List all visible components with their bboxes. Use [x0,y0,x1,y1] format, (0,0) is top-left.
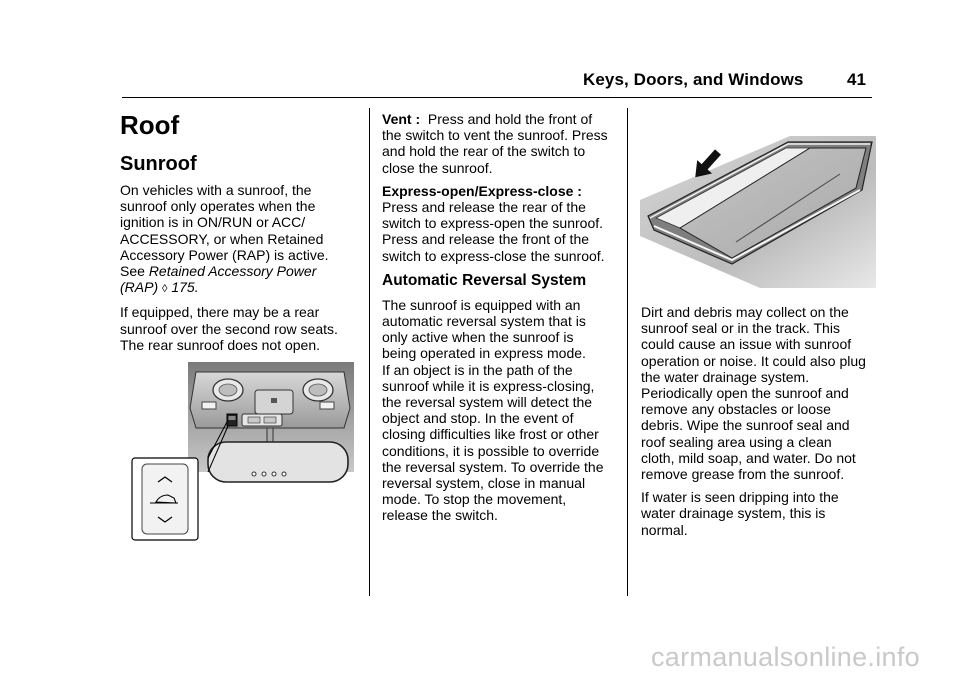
sunroof-seal-illustration [640,130,876,288]
debris-paragraph: Dirt and debris may collect on the sunroof seal or in the track. This could cause an issue with sunroof operation or noise. It could also plug the water drainage system. Periodically open the sunroof and remove any obstacles or loose debris. Wipe the sunroof seal and roof sealing area using a clean cloth, mild soap, and water. Do not remove grease from the sunroof. [641,304,866,483]
section-title-automatic-reversal: Automatic Reversal System [382,271,587,289]
rear-sunroof-paragraph: If equipped, there may be a rear sunroof over the second row seats. The rear sunroof does not open. [120,304,338,353]
column-1 [120,110,360,360]
column-3 [641,304,881,545]
section-title-roof: Roof [120,110,180,140]
watermark: carmanualsonline.info [651,642,920,672]
vent-label: Vent : [382,111,421,127]
sunroof-intro-paragraph: On vehicles with a sunroof, the sunroof only operates when the ignition is in ON/RUN or ACC/ ACCESSORY, or when Retained Accessory Power (RAP) is active. See Retained Accessory Power (RAP) ◊ 175. [120,182,329,296]
header-rule [122,97,872,98]
header-title: Keys, Doors, and Windows [583,70,804,89]
rap-cross-reference[interactable]: Retained Accessory Power [148,263,317,280]
page-ref-icon: ◊ [162,283,168,296]
column-divider-1 [369,108,370,596]
column-divider-2 [627,108,628,596]
section-title-sunroof: Sunroof [120,153,197,175]
dripping-paragraph: If water is seen dripping into the water drainage system, this is normal. [641,489,839,538]
reversal-paragraph: The sunroof is equipped with an automatic reversal system that is only active when the sunroof is being operated in express mode. If an object is in the path of the sunroof while it is express-closing, the reversal system will detect the object and stop. In the event of closing difficulties like frost or other conditions, it is possible to override the reversal system. To override the reversal system, close in manual mode. To stop the movement, release the switch. [382,296,604,524]
page-number: 41 [847,70,866,89]
overhead-console-illustration [130,362,354,542]
express-paragraph: Express-open/Express-close : Press and release the rear of the switch to express-open the sunroof. Press and release the front of the switch to express-close the sunroof. [382,182,605,264]
vent-paragraph: Vent : Press and hold the front of the switch to vent the sunroof. Press and hold the rear of the switch to close the sunroof. [382,111,608,176]
column-2 [382,111,622,531]
express-label: Express-open/Express-close : [382,182,582,199]
